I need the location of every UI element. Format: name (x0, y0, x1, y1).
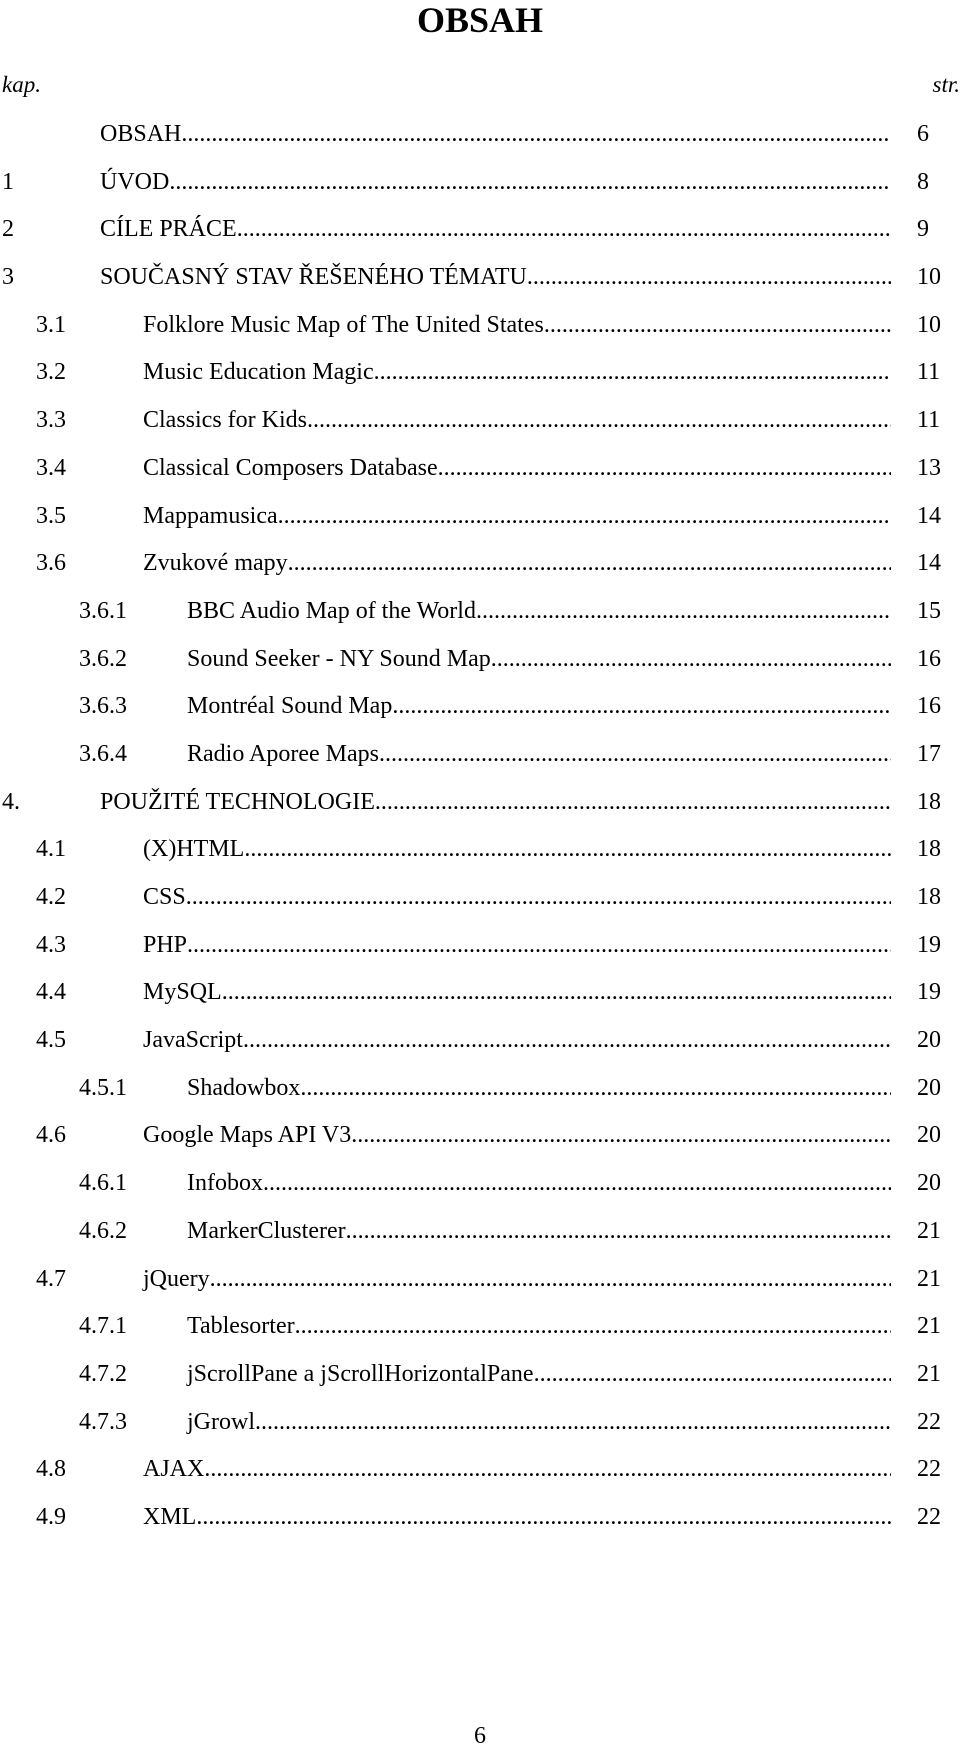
toc-entry-page: 10 (917, 264, 941, 291)
dot-leader (544, 310, 891, 340)
toc-entry-number: 4.6.2 (79, 1217, 127, 1244)
toc-entry[interactable] (0, 1017, 960, 1065)
toc-entry-title-line (143, 453, 891, 483)
toc-entry[interactable] (0, 1065, 960, 1113)
toc-entry-title: SOUČASNÝ STAV ŘEŠENÉHO TÉMATU (100, 264, 527, 291)
toc-entry-page: 13 (917, 454, 941, 481)
dot-leader (169, 167, 891, 197)
toc-entry[interactable] (0, 1399, 960, 1447)
toc-entry-number: 1 (2, 168, 14, 195)
toc-entry-title: jScrollPane a jScrollHorizontalPane (187, 1360, 534, 1387)
dot-leader (300, 1073, 891, 1103)
toc-entry[interactable] (0, 636, 960, 684)
dot-leader (307, 405, 891, 435)
dot-leader (237, 214, 891, 244)
toc-entry-title: CÍLE PRÁCE (100, 216, 237, 243)
toc-entry-title: JavaScript (143, 1027, 243, 1054)
toc-entry-title-line (143, 1120, 891, 1150)
dot-leader (204, 1454, 891, 1484)
toc-entry-page: 10 (917, 311, 941, 338)
toc-entry-title-line (143, 405, 891, 435)
toc-entry[interactable] (0, 445, 960, 493)
toc-entry-title: (X)HTML (143, 836, 245, 863)
dot-leader (527, 262, 891, 292)
toc-entry-title-line (100, 119, 891, 149)
dot-leader (534, 1359, 891, 1389)
dot-leader (295, 1311, 891, 1341)
dot-leader (346, 1216, 891, 1246)
toc-entry-title-line (187, 1216, 891, 1246)
toc-entry-number: 4.3 (36, 931, 66, 958)
toc-entry-title-line (100, 787, 891, 817)
dot-leader (392, 691, 891, 721)
toc-entry[interactable] (0, 1256, 960, 1304)
toc-entry-page: 6 (917, 121, 929, 147)
column-header-chapter: kap. (2, 72, 41, 97)
toc-entry[interactable] (0, 397, 960, 445)
toc-entry[interactable] (0, 111, 960, 159)
toc-entry-number: 4.2 (36, 884, 66, 910)
toc-entry-title: jGrowl (187, 1408, 255, 1435)
dot-leader (196, 1502, 891, 1532)
toc-entry[interactable] (0, 588, 960, 636)
toc-entry[interactable] (0, 493, 960, 541)
toc-entry-title-line (100, 262, 891, 292)
toc-entry-title: Shadowbox (187, 1074, 301, 1101)
toc-entry-title: Tablesorter (187, 1313, 295, 1340)
toc-entry-number: 3.2 (36, 359, 66, 386)
toc-entry[interactable] (0, 874, 960, 922)
toc-entry[interactable] (0, 206, 960, 254)
toc-entry-title-line (143, 310, 891, 340)
toc-entry-number: 3.3 (36, 407, 66, 434)
toc-entry-number: 2 (2, 216, 14, 243)
dot-leader (278, 501, 891, 531)
toc-entry-page: 18 (917, 788, 941, 815)
toc-entry[interactable] (0, 731, 960, 779)
dot-leader (255, 1407, 891, 1437)
toc-entry-page: 21 (917, 1313, 941, 1340)
toc-entry-number: 4. (2, 788, 20, 815)
toc-entry-title: POUŽITÉ TECHNOLOGIE (100, 788, 375, 815)
dot-leader (379, 739, 891, 769)
toc-entry-page: 21 (917, 1217, 941, 1244)
toc-entry-title-line (187, 1168, 891, 1198)
toc-entry-title-line (143, 1264, 891, 1294)
toc-entry-title-line (187, 691, 891, 721)
toc-entry-title: Sound Seeker - NY Sound Map (187, 645, 491, 672)
toc-entry-number: 4.4 (36, 979, 66, 1006)
dot-leader (375, 787, 891, 817)
toc-entry-page: 15 (917, 597, 941, 624)
toc-entry-page: 20 (917, 1074, 941, 1101)
toc-entry-title-line (187, 644, 891, 674)
dot-leader (222, 977, 891, 1007)
toc-entry-title: Infobox (187, 1170, 263, 1197)
toc-entry-page: 21 (917, 1360, 941, 1387)
toc-entry-title-line (100, 167, 891, 197)
toc-entry-title: AJAX (143, 1456, 205, 1483)
table-of-contents (0, 111, 960, 1542)
toc-entry-number: 3.1 (36, 311, 66, 338)
toc-entry-title-line (143, 834, 891, 864)
toc-entry-page: 21 (917, 1265, 941, 1292)
toc-entry-title: OBSAH (100, 121, 182, 147)
toc-entry[interactable] (0, 254, 960, 302)
toc-entry-title: Mappamusica (143, 502, 278, 529)
toc-entry-number: 4.8 (36, 1456, 66, 1483)
toc-entry-number: 4.7.1 (79, 1313, 127, 1340)
column-header-page: str. (932, 72, 960, 97)
toc-entry-title-line (143, 548, 891, 578)
toc-entry-number: 3.4 (36, 454, 66, 481)
toc-entry-number: 4.6 (36, 1122, 66, 1149)
toc-entry-title-line (143, 977, 891, 1007)
toc-entry-title: Classical Composers Database (143, 454, 438, 481)
toc-entry[interactable] (0, 779, 960, 827)
toc-entry-title: MySQL (143, 979, 222, 1006)
toc-entry-title: ÚVOD (100, 168, 170, 195)
toc-entry-title: MarkerClusterer (187, 1217, 346, 1244)
toc-entry-title: Google Maps API V3 (143, 1122, 352, 1149)
toc-entry-title-line (187, 1073, 891, 1103)
toc-entry-page: 20 (917, 1027, 941, 1054)
toc-entry-page: 22 (917, 1456, 941, 1483)
toc-entry-title-line (187, 1359, 891, 1389)
dot-leader (476, 596, 891, 626)
toc-entry[interactable] (0, 826, 960, 874)
dot-leader (438, 453, 891, 483)
toc-entry-page: 22 (917, 1408, 941, 1435)
dot-leader (187, 930, 891, 960)
toc-entry-title-line (143, 1025, 891, 1055)
toc-entry-title: jQuery (143, 1265, 210, 1292)
toc-entry-page: 20 (917, 1170, 941, 1197)
toc-entry-page: 19 (917, 979, 941, 1006)
toc-entry-title: XML (143, 1503, 197, 1530)
toc-entry-number: 3.6.2 (79, 645, 127, 672)
toc-entry[interactable] (0, 540, 960, 588)
toc-entry-number: 4.7.3 (79, 1408, 127, 1435)
dot-leader (181, 119, 891, 149)
toc-entry-number: 3.5 (36, 502, 66, 529)
dot-leader (263, 1168, 891, 1198)
dot-leader (374, 357, 891, 387)
toc-entry-number: 3.6.3 (79, 693, 127, 720)
toc-entry-page: 14 (917, 502, 941, 529)
toc-entry-title-line (100, 214, 891, 244)
toc-entry-number: 4.7 (36, 1265, 66, 1292)
toc-entry-title-line (187, 596, 891, 626)
toc-entry-number: 4.6.1 (79, 1170, 127, 1197)
toc-entry-number: 4.5 (36, 1027, 66, 1054)
toc-entry-title-line (143, 882, 891, 912)
toc-entry[interactable] (0, 969, 960, 1017)
toc-entry[interactable] (0, 1112, 960, 1160)
toc-entry-page: 9 (917, 216, 929, 243)
toc-entry-title: Music Education Magic (143, 359, 374, 386)
toc-entry[interactable] (0, 159, 960, 207)
toc-entry-page: 11 (917, 407, 941, 434)
dot-leader (351, 1120, 891, 1150)
toc-entry-title: CSS (143, 884, 186, 910)
dot-leader (244, 834, 891, 864)
toc-entry-title-line (187, 1311, 891, 1341)
dot-leader (288, 548, 891, 578)
toc-entry-number: 3 (2, 264, 14, 291)
dot-leader (243, 1025, 891, 1055)
toc-entry-title: Radio Aporee Maps (187, 740, 379, 767)
toc-entry-page: 22 (917, 1503, 941, 1530)
toc-entry-number: 4.5.1 (79, 1074, 127, 1101)
toc-entry-number: 3.6 (36, 550, 66, 577)
toc-entry-page: 19 (917, 931, 941, 958)
toc-entry-title: Classics for Kids (143, 407, 307, 434)
toc-entry-title-line (143, 501, 891, 531)
toc-entry[interactable] (0, 1208, 960, 1256)
toc-entry-page: 17 (917, 740, 941, 767)
toc-entry-page: 8 (917, 168, 929, 195)
toc-entry[interactable] (0, 1303, 960, 1351)
toc-entry[interactable] (0, 1494, 960, 1542)
toc-entry-title-line (143, 1502, 891, 1532)
toc-entry-number: 3.6.1 (79, 597, 127, 624)
dot-leader (491, 644, 891, 674)
toc-entry-title-line (143, 357, 891, 387)
toc-entry-number: 3.6.4 (79, 740, 127, 767)
toc-entry-title-line (187, 739, 891, 769)
toc-entry[interactable] (0, 349, 960, 397)
toc-entry[interactable] (0, 1351, 960, 1399)
page-title: OBSAH (416, 0, 544, 40)
page-number: 6 (474, 1723, 486, 1749)
toc-entry-title-line (187, 1407, 891, 1437)
toc-entry[interactable] (0, 1446, 960, 1494)
toc-entry-title: Zvukové mapy (143, 550, 288, 577)
toc-entry-number: 4.9 (36, 1503, 66, 1530)
toc-entry-title: Folklore Music Map of The United States (143, 311, 544, 338)
toc-entry-page: 16 (917, 645, 941, 672)
toc-entry[interactable] (0, 302, 960, 350)
dot-leader (186, 882, 891, 912)
toc-entry-title: BBC Audio Map of the World (187, 597, 476, 624)
toc-entry[interactable] (0, 1160, 960, 1208)
toc-entry-page: 14 (917, 550, 941, 577)
toc-entry-title-line (143, 1454, 891, 1484)
toc-entry[interactable] (0, 683, 960, 731)
toc-entry-page: 20 (917, 1122, 941, 1149)
toc-entry-page: 16 (917, 693, 941, 720)
toc-entry-page: 18 (917, 884, 941, 910)
toc-entry-number: 4.1 (36, 836, 66, 863)
toc-entry-title: PHP (143, 931, 188, 958)
toc-entry-page: 11 (917, 359, 941, 386)
toc-entry-number: 4.7.2 (79, 1360, 127, 1387)
toc-entry-title: Montréal Sound Map (187, 693, 393, 720)
toc-entry-title-line (143, 930, 891, 960)
dot-leader (210, 1264, 891, 1294)
toc-entry[interactable] (0, 922, 960, 970)
toc-entry-page: 18 (917, 836, 941, 863)
